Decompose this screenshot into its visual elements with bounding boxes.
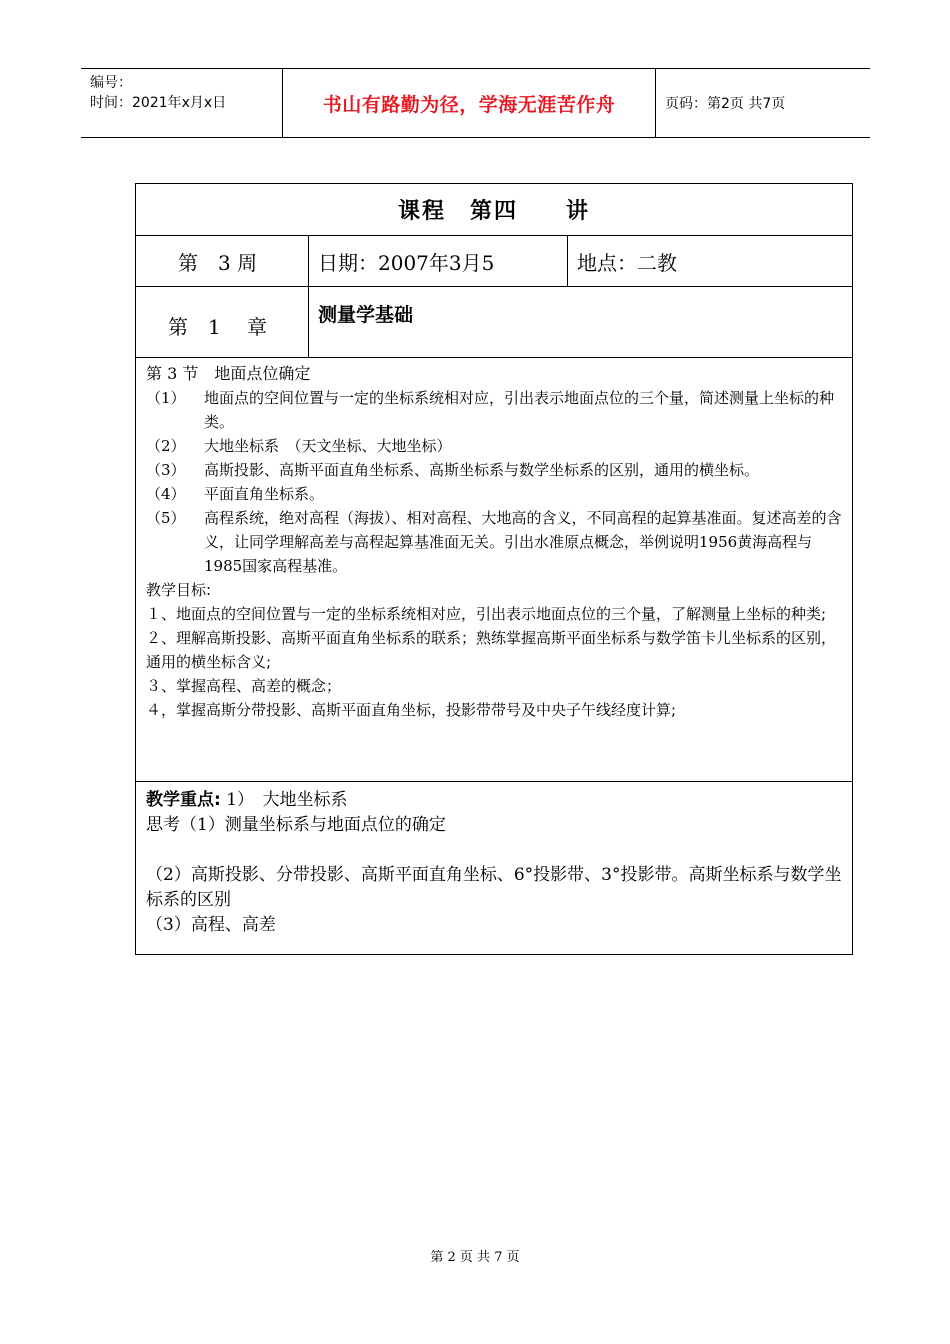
header-motto-cell [282, 69, 656, 137]
lesson-table [135, 183, 853, 955]
list-item [146, 434, 846, 458]
item-text: 高斯投影、高斯平面直角坐标系、高斯坐标系与数学坐标系的区别，通用的横坐标。 [204, 461, 760, 479]
chapter-cell: 第 1 章 [168, 315, 268, 339]
item-number: （4） [146, 485, 186, 503]
time-label: 时间：2021年x月x日 [90, 95, 227, 111]
teaching-goals [146, 578, 846, 722]
header-meta [90, 73, 226, 113]
divider [308, 235, 309, 286]
focus-line: （2）高斯投影、分带投影、高斯平面直角坐标、6°投影带、3°投影带。高斯坐标系与数学坐标系的区别 [146, 865, 842, 910]
list-item [146, 386, 846, 434]
week-cell: 第 3 周 [178, 251, 258, 275]
focus-line [146, 838, 846, 863]
goal-item: ４，掌握高斯分带投影、高斯平面直角坐标，投影带带号及中央子午线经度计算; [146, 701, 677, 719]
item-text: 大地坐标系 （天文坐标、大地坐标） [204, 437, 452, 455]
focus-line: 思考（1）测量坐标系与地面点位的确定 [146, 815, 446, 835]
goals-list [146, 602, 846, 722]
section-heading: 第 3 节 地面点位确定 [146, 364, 311, 383]
page-info: 页码：第2页 共7页 [665, 96, 786, 112]
focus-first-line [146, 788, 846, 813]
page-footer: 第 2 页 共 7 页 [430, 1250, 520, 1265]
serial-label: 编号： [90, 75, 132, 91]
teaching-focus [146, 788, 846, 938]
goals-heading: 教学目标: [146, 581, 212, 599]
item-text: 高程系统，绝对高程（海拔）、相对高程、大地高的含义，不同高程的起算基准面。复述高差的含义，让同学理解高差与高程起算基准面无关。引出水准原点概念，举例说明1956黄海高程与1985国家高程基准。 [204, 509, 842, 575]
motto: 书山有路勤为径，学海无涯苦作舟 [322, 93, 616, 116]
page-header [81, 68, 870, 138]
item-number: （1） [146, 389, 186, 407]
chapter-title: 测量学基础 [318, 304, 414, 326]
divider [308, 286, 309, 357]
focus-label: 教学重点: [146, 790, 221, 810]
item-text: 地面点的空间位置与一定的坐标系统相对应，引出表示地面点位的三个量，简述测量上坐标的种类。 [204, 389, 835, 431]
focus-line: （3）高程、高差 [146, 915, 276, 935]
item-number: （2） [146, 437, 186, 455]
goal-item: ３、掌握高程、高差的概念； [146, 677, 342, 695]
lecture-title: 课程 第四 讲 [397, 198, 590, 224]
list-item [146, 482, 846, 506]
focus-lines [146, 813, 846, 938]
list-item [146, 506, 846, 578]
place-cell: 地点：二教 [577, 251, 677, 275]
goal-item: １、地面点的空间位置与一定的坐标系统相对应，引出表示地面点位的三个量，了解测量上坐标的种类; [146, 605, 827, 623]
week-row [136, 235, 852, 287]
list-item [146, 458, 846, 482]
divider [567, 235, 568, 286]
item-number: （3） [146, 461, 186, 479]
goal-item: ２、理解高斯投影、高斯平面直角坐标系的联系；熟练掌握高斯平面坐标系与数学笛卡儿坐标系的区别，通用的横坐标含义; [146, 629, 837, 671]
chapter-row [136, 286, 852, 358]
date-cell: 日期：2007年3月5 [318, 251, 495, 275]
section-items [146, 386, 846, 578]
item-number: （5） [146, 509, 186, 527]
title-row [136, 184, 852, 236]
section-content [146, 362, 846, 722]
focus-first: 1） 大地坐标系 [226, 790, 348, 810]
item-text: 平面直角坐标系。 [204, 485, 325, 503]
